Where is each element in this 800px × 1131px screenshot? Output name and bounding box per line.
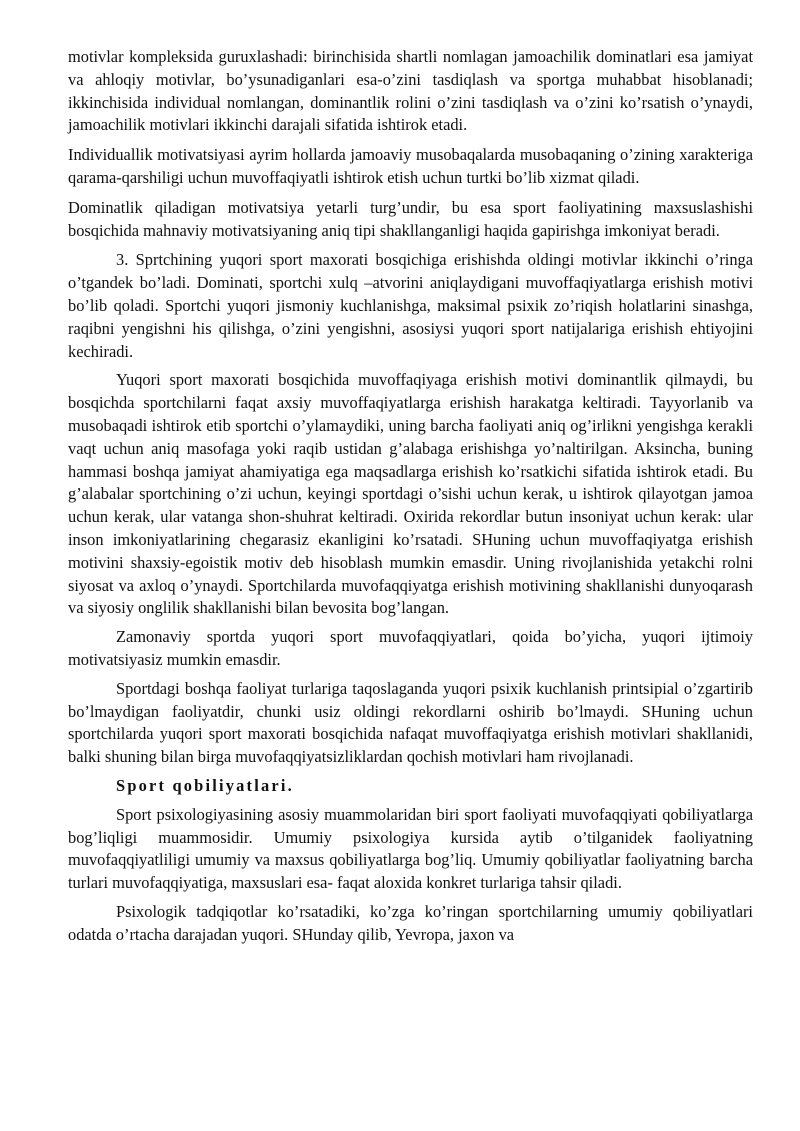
document-page [68, 46, 753, 946]
paragraph-7: Sportdagi boshqa faoliyat turlariga taqoslaganda yuqori psixik kuchlanish printsipial o’zgartirib bo’lmaydigan faoliyatdir, chunki usiz oldingi rekordlarni oshirib bo’lmaydi. SHuning uchun sportchilarda yuqori sport maxorati bosqichida nafaqat muvoffaqiyatga erishish motivlari shakllanidi, balki shuning bilan birga muvofaqqiyatsizliklardan qochish motivlari ham rivojlanadi. [68, 678, 753, 767]
paragraph-4: 3. Sprtchining yuqori sport maxorati bosqichiga erishishda oldingi motivlar ikkinchi o’ringa o’tgandek bo’ladi. Dominati, sportchi xulq –atvorini aniqlaydigani muvoffaqiyatlarga erishish motivi bo’lib qoladi. Sportchi yuqori jismoniy kuchlanishga, maksimal psixik zo’riqish holatlarini sinashga, raqibni yengishni his qilishga, o’zini yengishni, asosiysi yuqori sport natijalariga erishish ehtiyojini kechiradi. [68, 250, 753, 361]
paragraph-3: Dominatlik qiladigan motivatsiya yetarli turg’undir, bu esa sport faoliyatining maxsuslashishi bosqichida mahnaviy motivatsiyaning aniq tipi shakllanganligi haqida gapirishga imkoniyat beradi. [68, 197, 753, 240]
paragraph-5: Yuqori sport maxorati bosqichida muvoffaqiyaga erishish motivi dominantlik qilmaydi, bu bosqichda sportchilarni faqat axsiy muvoffaqiyatlarga erishish harakatga keltiradi. Tayyorlanib va musobaqadi ishtirok etib sportchi o’ylamaydiki, uning barcha faoliyati aniq og’irlikni yengishga kerakli vaqt uchun aniq masofaga yoki raqib ustidan g’alabaga erishishga yo’naltirilgan. Aksincha, buning hammasi boshqa jamiyat ahamiyatiga ega maqsadlarga erishish ko’rsatkichi sifatida ishtirok etadi. Bu g’alabalar sportchining o’zi uchun, keyingi sportdagi o’sishi uchun kerak, u ishtirok qilayotgan jamoa uchun kerak, ular vatanga shon-shuhrat keltiradi. Oxirida rekordlar butun insoniyat uchun kerak: ular inson imkoniyatlarining chegarasiz ekanligini ko’rsatadi. SHuning uchun muvoffaqiyatga erishish motivini shaxsiy-egoistik motiv deb hisoblash mumkin emasdir. Uning rivojlanishida yetakchi rolni siyosat va axloq o’ynaydi. Sportchilarda muvofaqqiyatga erishish motivining shakllanishi dunyoqarash va siyosiy onglilik shakllanishi bilan bevosita bog’langan. [68, 370, 753, 618]
paragraph-2: Individuallik motivatsiyasi ayrim hollarda jamoaviy musobaqalarda musobaqaning o’zining xarakteriga qarama-qarshiligi uchun muvoffaqiyatli ishtirok etish uchun turtki bo’lib xizmat qiladi. [68, 145, 753, 187]
paragraph-9: Psixologik tadqiqotlar ko’rsatadiki, ko’zga ko’ringan sportchilarning umumiy qobiliyatlari odatda o’rtacha darajadan yuqori. SHunday qilib, Yevropa, jaxon va [68, 901, 753, 944]
paragraph-1: motivlar kompleksida guruxlashadi: birinchisida shartli nomlagan jamoachilik dominatlari esa jamiyat va ahloqiy motivlar, bo’ysunadiganlari esa-o’zini tasdiqlash va sportga muhabbat hisoblanadi; ikkinchisida individual nomlangan, dominantlik rolini o’zini tasdiqlash va o’zini ko’rsatish o’ynaydi, jamoachilik motivlari ikkinchi darajali sifatida ishtirok etadi. [68, 47, 753, 135]
section-heading: Sport qobiliyatlari. [116, 775, 294, 795]
paragraph-6: Zamonaviy sportda yuqori sport muvofaqqiyatlari, qoida bo’yicha, yuqori ijtimoiy motivatsiyasiz mumkin emasdir. [68, 627, 753, 669]
paragraph-8: Sport psixologiyasining asosiy muammolaridan biri sport faoliyati muvofaqqiyati qobiliyatlarga bog’liqligi muammosidir. Umumiy psixologiya kursida aytib o’tilganidek faoliyatning muvofaqqiyatliligi umumiy va maxsus qobiliyatlarga bog’liq. Umumiy qobiliyatlar faoliyatning barcha turlari muvofaqqiyatiga, maxsuslari esa- faqat aloxida konkret turlariga tahsir qiladi. [68, 804, 753, 893]
